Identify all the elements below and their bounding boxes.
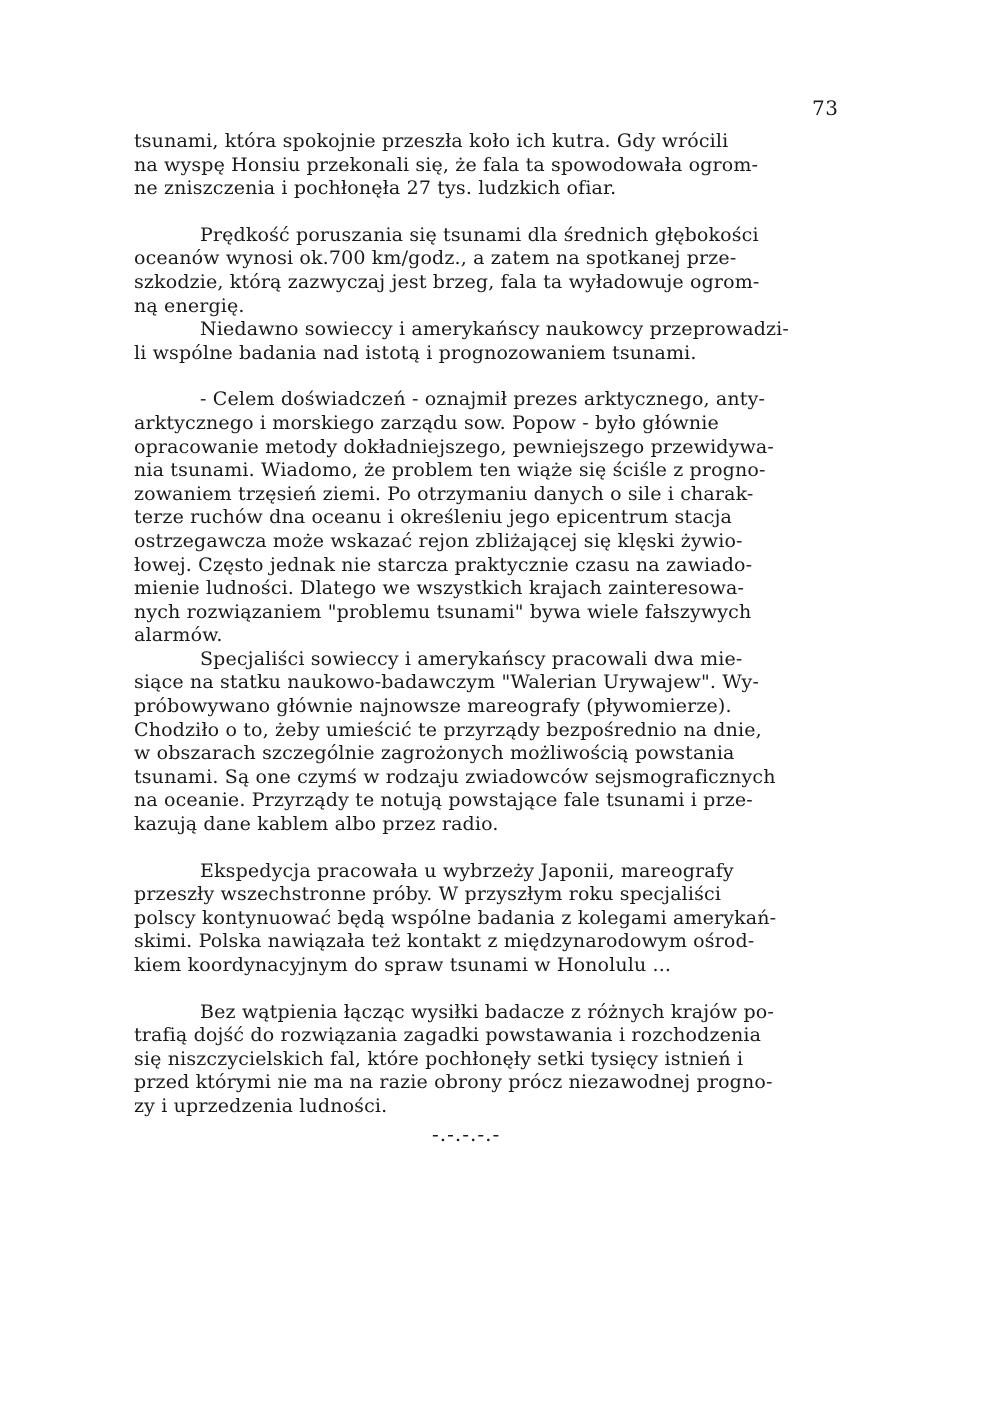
text-line: trafią dojść do rozwiązania zagadki powstawania i rozchodzenia: [134, 1024, 762, 1047]
text-line: oceanów wynosi ok.700 km/godz., a zatem na spotkanej prze-: [134, 247, 737, 270]
text-line: mienie ludności. Dlatego we wszystkich krajach zainteresowa-: [134, 577, 745, 600]
page-number: 73: [812, 96, 839, 120]
text-line: przed którymi nie ma na razie obrony prócz niezawodnej progno-: [134, 1071, 773, 1094]
text-line: nych rozwiązaniem "problemu tsunami" bywa wiele fałszywych: [134, 600, 752, 623]
ending-mark: -.-.-.-.-: [432, 1122, 501, 1146]
text-line: szkodzie, którą zazwyczaj jest brzeg, fala ta wyładowuje ogrom-: [134, 270, 760, 293]
text-line: skimi. Polska nawiązała też kontakt z międzynarodowym ośrod-: [134, 930, 755, 953]
text-line: Chodziło o to, żeby umieścić te przyrządy bezpośrednio na dnie,: [134, 718, 762, 741]
text-line: tsunami. Są one czymś w rodzaju zwiadowców sejsmograficznych: [134, 765, 776, 788]
paragraph-1: [134, 130, 874, 201]
paragraph-4: [134, 388, 874, 648]
text-line: próbowywano głównie najnowsze mareografy (pływomierze).: [134, 695, 732, 718]
text-line: Specjaliści sowieccy i amerykańscy pracowali dwa mie-: [200, 647, 743, 670]
text-line: na wyspę Honsiu przekonali się, że fala ta spowodowała ogrom-: [134, 153, 759, 176]
text-line: zowaniem trzęsień ziemi. Po otrzymaniu danych o sile i charak-: [134, 482, 754, 505]
text-line: Prędkość poruszania się tsunami dla średnich głębokości: [200, 223, 759, 246]
text-line: alarmów.: [134, 624, 223, 647]
text-line: nia tsunami. Wiadomo, że problem ten wiąże się ściśle z progno-: [134, 459, 766, 482]
article-body: [134, 130, 874, 1119]
paragraph-5: [134, 648, 874, 837]
paragraph-2: [134, 224, 874, 318]
text-line: kiem koordynacyjnym do spraw tsunami w Honolulu ...: [134, 954, 672, 976]
text-line: przeszły wszechstronne próby. W przyszłym roku specjaliści: [134, 883, 722, 906]
text-line: się niszczycielskich fal, które pochłonęły setki tysięcy istnień i: [134, 1047, 744, 1070]
paragraph-3: [134, 318, 874, 365]
text-line: ostrzegawcza może wskazać rejon zbliżającej się klęski żywio-: [134, 529, 743, 552]
text-line: na oceanie. Przyrządy te notują powstające fale tsunami i prze-: [134, 789, 753, 812]
text-line: polscy kontynuować będą wspólne badania z kolegami amerykań-: [134, 906, 777, 929]
text-line: terze ruchów dna oceanu i określeniu jego epicentrum stacja: [134, 506, 732, 529]
text-line: opracowanie metody dokładniejszego, pewniejszego przewidywa-: [134, 435, 774, 458]
text-line: zy i uprzedzenia ludności.: [134, 1094, 388, 1117]
paragraph-6: [134, 860, 874, 978]
paragraph-7: [134, 1001, 874, 1119]
text-line: kazują dane kablem albo przez radio.: [134, 813, 499, 836]
text-line: w obszarach szczególnie zagrożonych możliwością powstania: [134, 742, 735, 765]
text-line: ną energię.: [134, 294, 245, 317]
text-line: Niedawno sowieccy i amerykańscy naukowcy przeprowadzi-: [200, 318, 789, 341]
text-line: - Celem doświadczeń - oznajmił prezes arktycznego, anty-: [200, 388, 766, 411]
text-line: siące na statku naukowo-badawczym "Walerian Urywajew". Wy-: [134, 671, 760, 694]
text-line: arktycznego i morskiego zarządu sow. Popow - było głównie: [134, 411, 719, 434]
text-line: ne zniszczenia i pochłonęła 27 tys. ludzkich ofiar.: [134, 177, 617, 200]
text-line: li wspólne badania nad istotą i prognozowaniem tsunami.: [134, 341, 697, 364]
text-line: tsunami, która spokojnie przeszła koło ich kutra. Gdy wrócili: [134, 130, 729, 152]
text-line: Bez wątpienia łącząc wysiłki badacze z różnych krajów po-: [200, 1000, 774, 1023]
text-line: Ekspedycja pracowała u wybrzeży Japonii, mareografy: [200, 859, 734, 882]
text-line: łowej. Często jednak nie starcza praktycznie czasu na zawiado-: [134, 553, 753, 576]
